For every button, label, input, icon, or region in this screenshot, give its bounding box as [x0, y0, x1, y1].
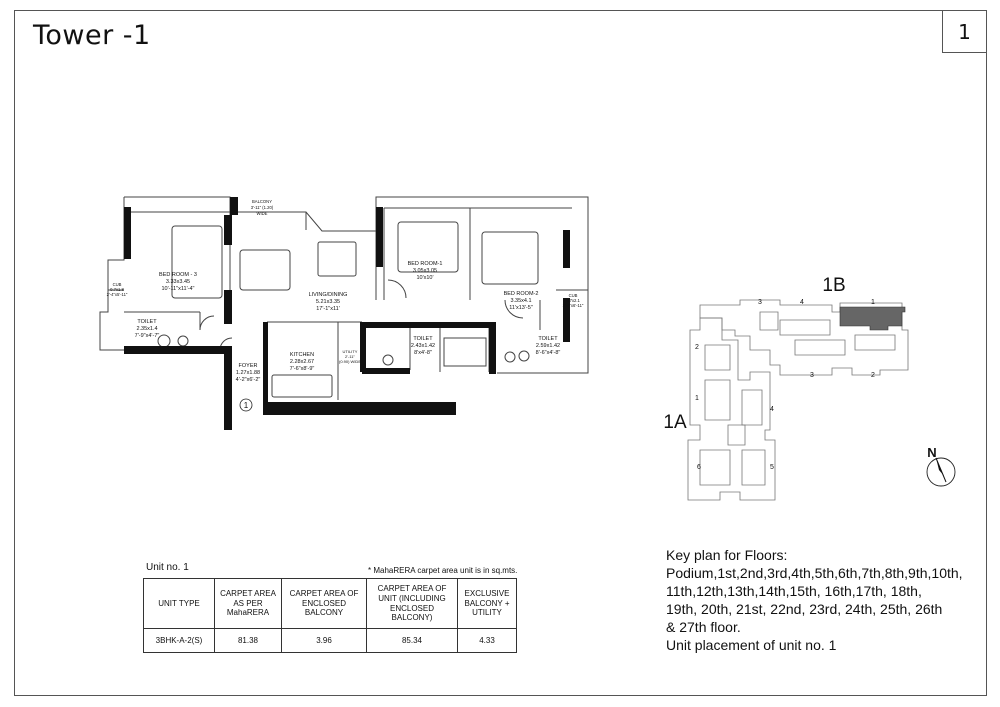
table-header-row — [144, 579, 517, 629]
toilet-right-label: TOILET — [538, 336, 558, 342]
bed-room-3-metric: 3.33x3.45 — [165, 279, 191, 285]
foyer-metric: 1.27x1.88 — [235, 370, 261, 376]
toilet-left-metric: 2.35x1.4 — [136, 326, 158, 332]
wing-label-1a: 1A — [663, 412, 687, 433]
bed-room-1-imperial: 10'x10' — [416, 275, 434, 281]
bed-room-2-metric: 3.35x4.1 — [510, 298, 532, 304]
toilet-left-label: TOILET — [137, 319, 157, 325]
cub-right-imperial: 2'-4"x6'-11" — [562, 303, 584, 308]
cub-left-label: CUB — [112, 282, 122, 287]
highlighted-unit — [840, 307, 905, 330]
key-plan-labels — [663, 275, 875, 471]
unit-number-bottom-3: 3 — [810, 372, 814, 379]
north-arrow-icon — [927, 445, 955, 486]
bed-room-2-label: BED ROOM-2 — [503, 291, 539, 297]
key-plan-line: & 27th floor. — [666, 619, 741, 635]
foyer-label: FOYER — [238, 363, 258, 369]
toilet-mid-metric: 2.43x1.42 — [410, 343, 436, 349]
wing-label-1b: 1B — [822, 275, 846, 296]
north-label: N — [927, 445, 937, 460]
unit-number-top-4: 4 — [800, 299, 804, 306]
bed-room-1-label: BED ROOM-1 — [407, 261, 443, 267]
unit-number-left-1: 1 — [695, 395, 699, 402]
table-header-cell: CARPET AREA OF UNIT (INCLUDING ENCLOSED BALCONY) — [367, 579, 458, 629]
bed-room-3-imperial: 10'-11"x11'-4" — [161, 286, 195, 292]
key-plan-line: Unit placement of unit no. 1 — [666, 637, 837, 653]
bed-room-3-label: BED ROOM - 3 — [159, 272, 197, 278]
unit-number-top-1: 1 — [871, 299, 875, 306]
page-number: 1 — [942, 10, 987, 53]
cub-right-label: CUB — [568, 293, 578, 298]
cub-left-metric: 0.7x1.8 — [110, 287, 124, 292]
table-cell: 85.34 — [367, 629, 458, 653]
table-header-cell: CARPET AREA AS PER MahaRERA — [215, 579, 282, 629]
rera-note: * MahaRERA carpet area unit is in sq.mts. — [368, 566, 518, 575]
bed-room-2-imperial: 11'x13'-5" — [509, 305, 533, 311]
unit-number-bottom-2: 2 — [871, 372, 875, 379]
key-plan-line: Key plan for Floors: — [666, 547, 788, 563]
balcony-note: WIDE — [256, 211, 268, 216]
living-dining-label: LIVING/DINING — [308, 292, 348, 298]
unit-number-right-4: 4 — [770, 406, 774, 413]
table-row — [144, 629, 517, 653]
room-labels — [107, 199, 584, 383]
balcony-size: 3'-11" (1.20) — [250, 205, 274, 210]
key-plan-line: 11th,12th,13th,14th,15th, 16th,17th, 18th, — [666, 583, 922, 599]
bed-room-1-metric: 3.05x3.05 — [412, 268, 438, 274]
toilet-mid-label: TOILET — [413, 336, 433, 342]
living-dining-imperial: 17'-1"x11' — [316, 306, 340, 312]
cub-right-metric: 0.7x2.1 — [566, 298, 580, 303]
svg-text:1: 1 — [243, 401, 249, 410]
unit-number-left-6: 6 — [697, 464, 701, 471]
table-cell: 81.38 — [215, 629, 282, 653]
table-cell: 3BHK-A-2(S) — [144, 629, 215, 653]
entry-marker — [240, 399, 252, 411]
table-cell: 3.96 — [282, 629, 367, 653]
utility-imperial: (0.90) WIDE — [338, 359, 362, 364]
toilet-right-imperial: 8'-6"x4'-8" — [535, 350, 561, 356]
table-header-cell: CARPET AREA OF ENCLOSED BALCONY — [282, 579, 367, 629]
unit-caption: Unit no. 1 — [146, 562, 189, 573]
foyer-imperial: 4'-2"x6'-2" — [235, 377, 261, 383]
area-table — [143, 578, 517, 653]
utility-metric: 2'-11" — [345, 354, 355, 359]
table-header-cell: EXCLUSIVE BALCONY + UTILITY — [458, 579, 517, 629]
page-title: Tower -1 — [33, 20, 151, 51]
kitchen-metric: 2.28x2.67 — [289, 359, 315, 365]
unit-number-top-3: 3 — [758, 299, 762, 306]
toilet-left-imperial: 7'-9"x4'-7" — [134, 333, 160, 339]
living-dining-metric: 5.21x3.35 — [315, 299, 341, 305]
toilet-right-metric: 2.59x1.42 — [535, 343, 561, 349]
table-header-cell: UNIT TYPE — [144, 579, 215, 629]
utility-label: UTILITY — [342, 349, 358, 354]
unit-number-left-2: 2 — [695, 344, 699, 351]
balcony-label: BALCONY — [251, 199, 273, 204]
unit-number-right-5: 5 — [770, 464, 774, 471]
key-plan-description — [666, 546, 981, 654]
key-plan-line: 19th, 20th, 21st, 22nd, 23rd, 24th, 25th, 26th — [666, 601, 943, 617]
kitchen-imperial: 7'-6"x8'-9" — [289, 366, 315, 372]
kitchen-label: KITCHEN — [289, 352, 315, 358]
toilet-mid-imperial: 8'x4'-8" — [414, 350, 432, 356]
table-cell: 4.33 — [458, 629, 517, 653]
cub-left-imperial: 2'-4"x5'-11" — [106, 292, 128, 297]
key-plan-line: Podium,1st,2nd,3rd,4th,5th,6th,7th,8th,9th,10th, — [666, 565, 963, 581]
